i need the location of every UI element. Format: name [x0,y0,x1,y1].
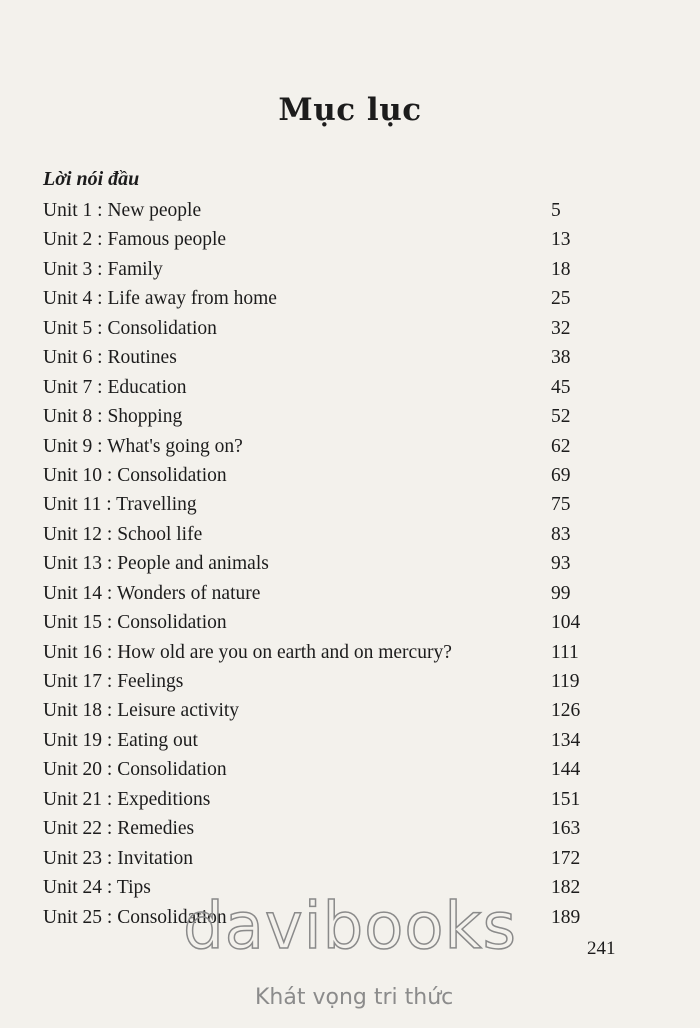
toc-row [43,785,603,814]
toc-row [43,814,603,843]
toc-unit-label: Unit 15 : Consolidation [43,612,227,634]
toc-page-number: 126 [551,700,581,722]
toc-page-number: 119 [551,671,580,692]
toc-page-number: 151 [551,788,581,810]
toc-page-number: 182 [551,877,581,899]
toc-row [43,402,603,431]
toc-page-number: 18 [551,258,571,280]
toc-page-number: 93 [551,553,571,575]
toc-row [43,696,603,725]
toc-page-number: 45 [551,376,571,398]
toc-page-number: 189 [551,906,581,928]
toc-page-number: 32 [551,317,571,339]
preface-heading: Lời nói đầu [43,168,140,190]
toc-page-number: 83 [551,523,571,545]
toc-page-number: 172 [551,847,581,869]
toc-page-number: 52 [551,406,571,428]
toc-unit-label: Unit 8 : Shopping [43,406,183,428]
toc-unit-label: Unit 6 : Routines [43,347,177,369]
toc-unit-label: Unit 11 : Travelling [43,494,197,516]
toc-unit-label: Unit 2 : Famous people [43,229,227,251]
toc-unit-label: Unit 16 : How old are you on earth and on mercury? [43,641,452,663]
toc-row [43,343,603,372]
toc-unit-label: Unit 18 : Leisure activity [43,700,240,722]
watermark-tagline: Khát vọng tri thức [255,985,454,1010]
toc-unit-label: Unit 7 : Education [43,376,187,398]
toc-row [43,667,603,696]
toc-unit-label: Unit 17 : Feelings [43,671,184,692]
toc-unit-label: Unit 22 : Remedies [43,818,195,840]
toc-unit-label: Unit 20 : Consolidation [43,759,227,781]
watermark-brand: davibooks [183,890,517,964]
page-title: Mục lục [278,92,422,128]
toc-unit-label: Unit 9 : What's going on? [43,435,243,457]
toc-page-number: 104 [551,612,581,634]
page-number: 241 [587,938,616,959]
toc-row [43,490,603,519]
toc-row [43,579,603,608]
toc-unit-label: Unit 4 : Life away from home [43,288,277,310]
toc-unit-label: Unit 5 : Consolidation [43,317,217,339]
toc-unit-label: Unit 25 : Consolidation [43,906,227,928]
toc-row [43,638,603,667]
toc-page-number: 25 [551,288,571,310]
toc-row [43,373,603,402]
toc-page-number: 75 [551,494,571,516]
toc-row [43,196,603,225]
toc-unit-label: Unit 23 : Invitation [43,847,194,869]
toc-row [43,726,603,755]
toc-page-number: 144 [551,759,581,781]
toc-unit-label: Unit 21 : Expeditions [43,788,211,810]
toc-row [43,520,603,549]
toc-page-number: 163 [551,818,581,840]
toc-row [43,432,603,461]
toc-page-number: 134 [551,729,581,751]
toc-unit-label: Unit 3 : Family [43,258,163,280]
toc-row [43,549,603,578]
toc-row [43,844,603,873]
toc-row [43,314,603,343]
toc-page-number: 69 [551,464,571,486]
table-of-contents [43,196,603,932]
toc-unit-label: Unit 14 : Wonders of nature [43,582,261,604]
toc-page-number: 111 [551,641,579,663]
toc-row [43,225,603,254]
toc-row [43,255,603,284]
toc-page-number: 38 [551,347,571,369]
toc-unit-label: Unit 1 : New people [43,200,202,221]
toc-page-number: 99 [551,582,571,604]
toc-unit-label: Unit 24 : Tips [43,877,151,899]
toc-row [43,461,603,490]
toc-page-number: 62 [551,435,571,457]
toc-row [43,284,603,313]
toc-page-number: 5 [551,200,561,221]
toc-unit-label: Unit 19 : Eating out [43,729,198,751]
toc-row [43,755,603,784]
toc-unit-label: Unit 13 : People and animals [43,553,269,575]
toc-unit-label: Unit 12 : School life [43,523,203,545]
toc-unit-label: Unit 10 : Consolidation [43,464,227,486]
toc-page-number: 13 [551,229,571,251]
toc-row [43,608,603,637]
